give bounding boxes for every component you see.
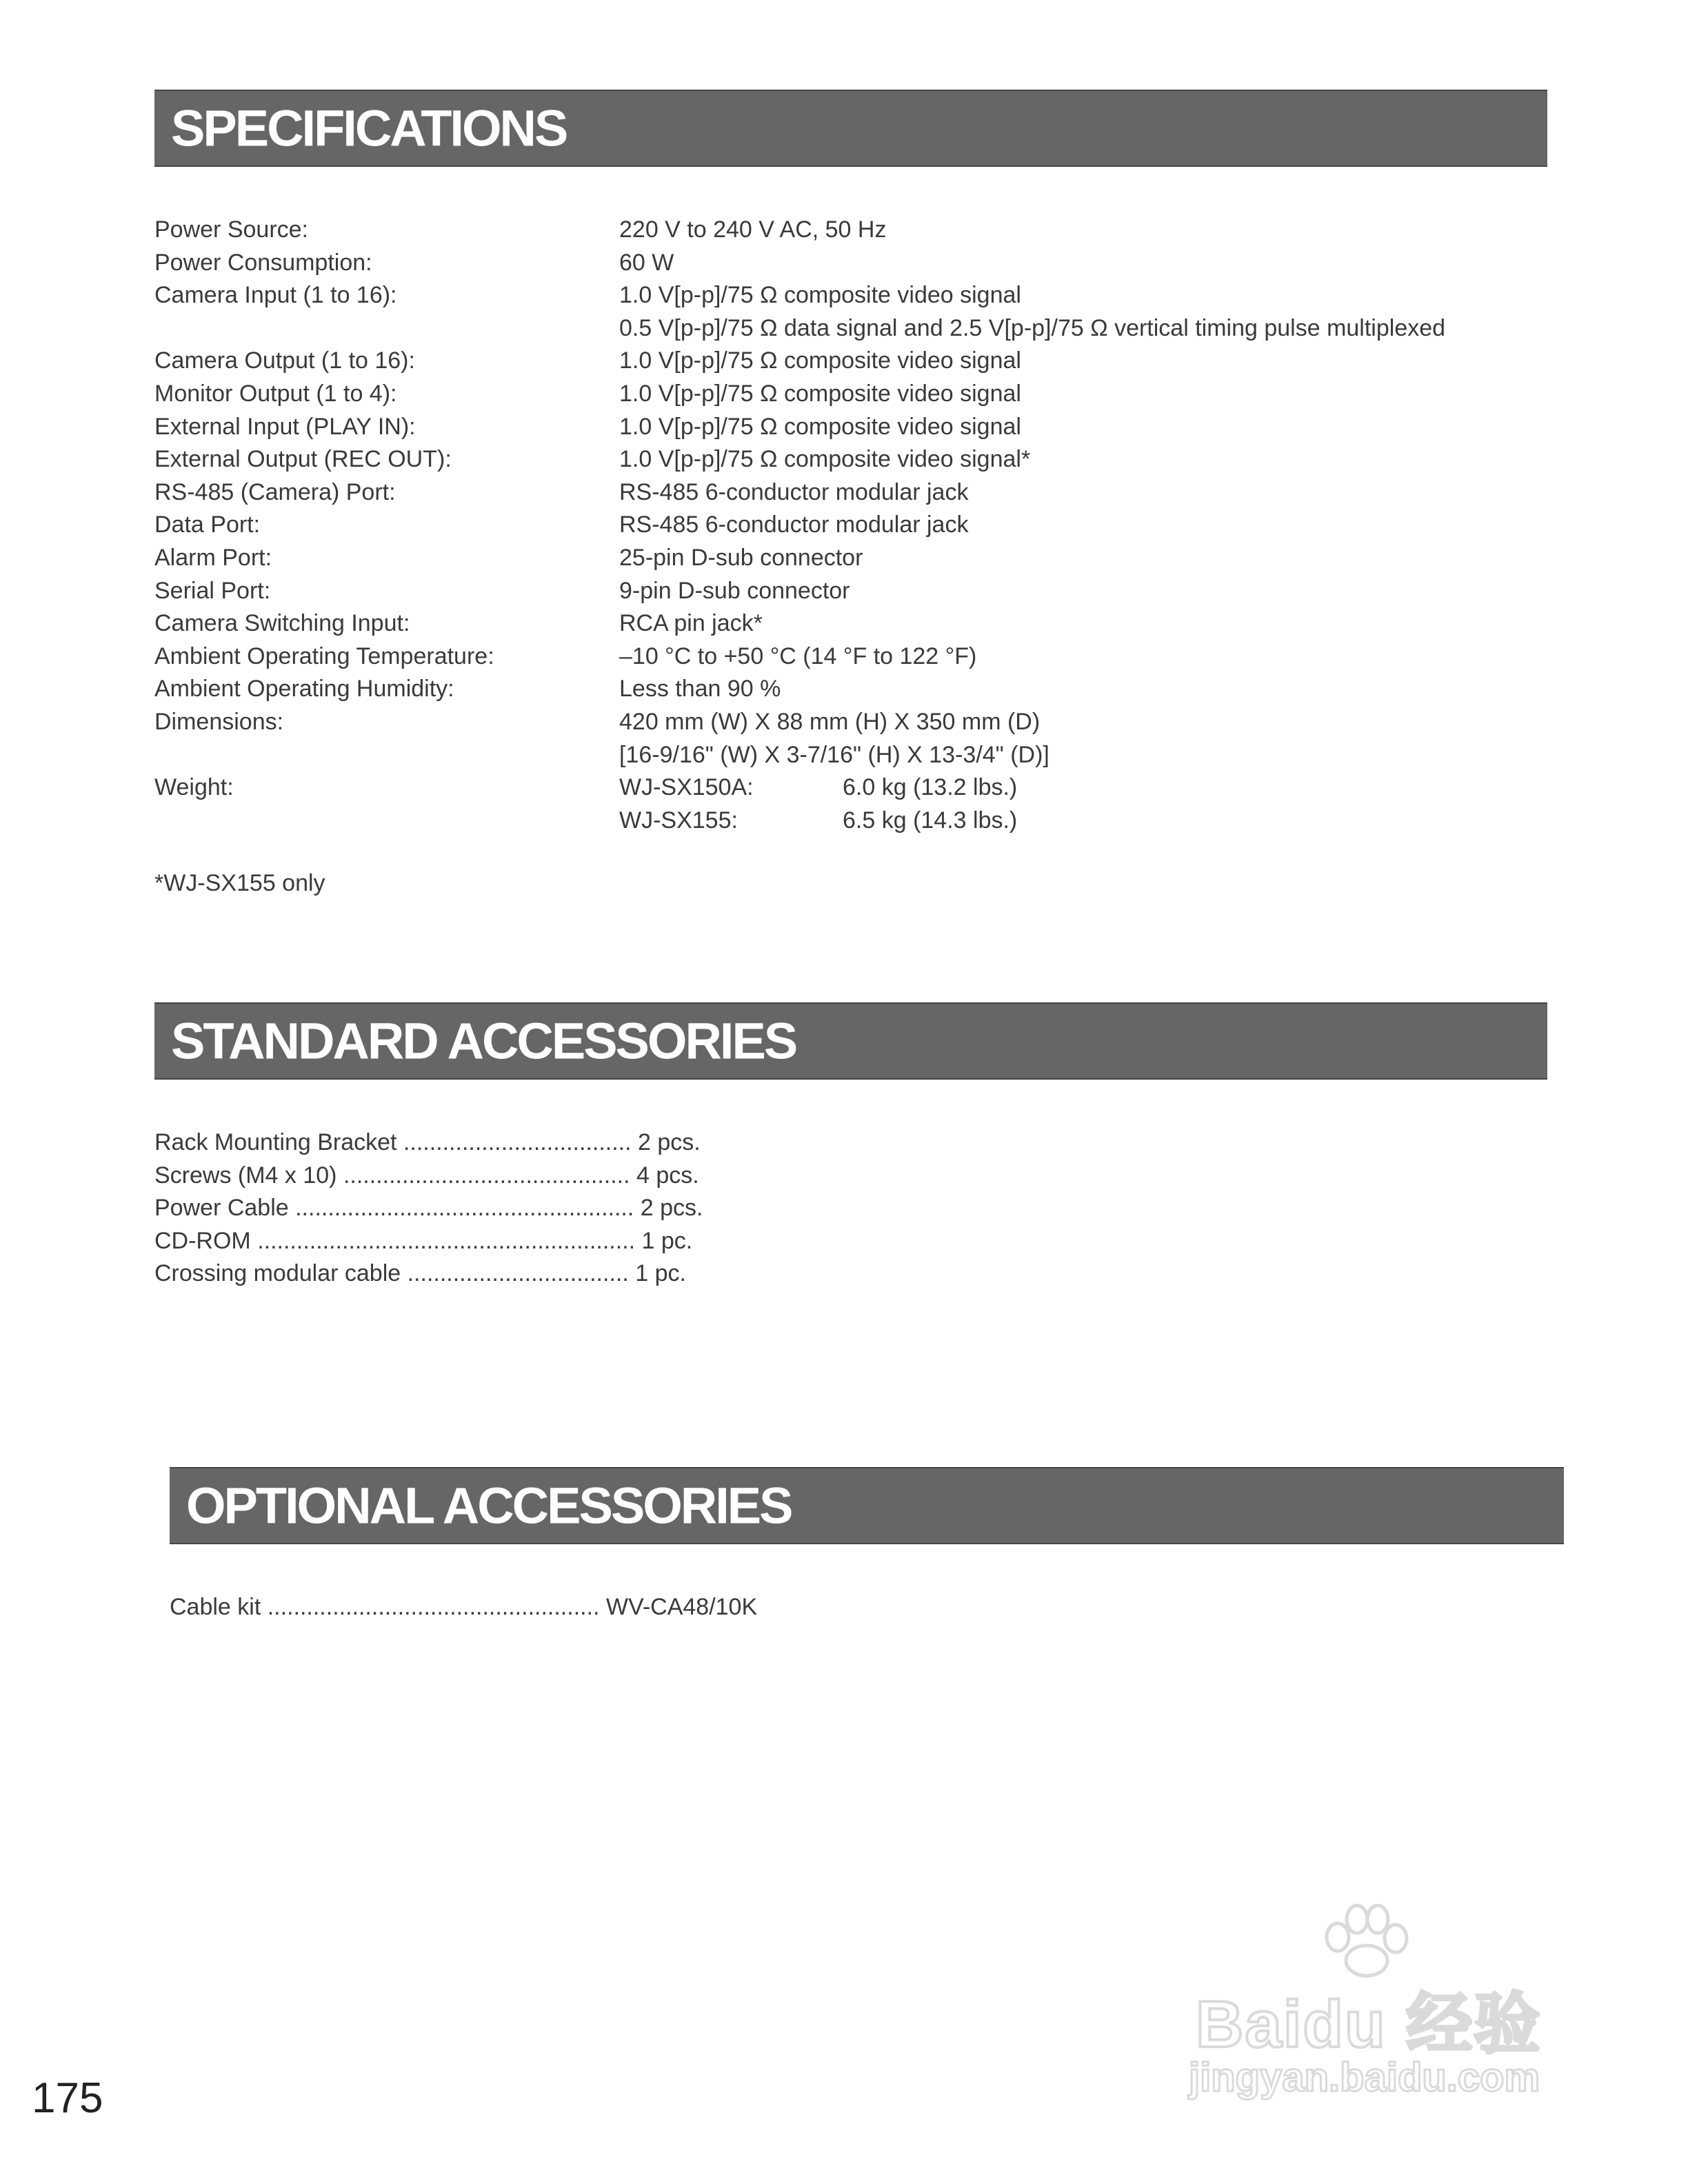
- spec-label: Camera Input (1 to 16):: [154, 282, 397, 309]
- watermark-main-text: Baidu 经验: [1196, 1988, 1542, 2061]
- standard-accessories-list: [154, 1126, 703, 1291]
- spec-label: Camera Output (1 to 16):: [154, 347, 415, 374]
- spec-row: [154, 279, 1561, 312]
- spec-label: Weight:: [154, 774, 234, 801]
- spec-row: [154, 411, 1561, 444]
- standard-accessory-item: Rack Mounting Bracket ................................... 2 pcs.: [154, 1129, 701, 1155]
- standard-accessories-header: [154, 1002, 1547, 1080]
- spec-row: [154, 476, 1561, 509]
- specifications-table: [154, 214, 1561, 837]
- spec-row-weight: [154, 771, 1561, 805]
- spec-row: [154, 542, 1561, 575]
- spec-value: 1.0 V[p-p]/75 Ω composite video signal: [619, 380, 1021, 407]
- spec-label: External Input (PLAY IN):: [154, 413, 416, 440]
- spec-label: Ambient Operating Humidity:: [154, 676, 454, 702]
- spec-row: [154, 247, 1561, 280]
- spec-value: 1.0 V[p-p]/75 Ω composite video signal: [619, 282, 1021, 309]
- spec-row: [154, 312, 1561, 345]
- spec-row: [154, 575, 1561, 608]
- weight-value: 6.5 kg (14.3 lbs.): [843, 807, 1018, 833]
- spec-row: [154, 607, 1561, 640]
- specifications-header: [154, 90, 1547, 167]
- spec-value: Less than 90 %: [619, 676, 781, 702]
- spec-label: Serial Port:: [154, 577, 271, 604]
- baidu-watermark: [1186, 1903, 1572, 2110]
- spec-label: Camera Switching Input:: [154, 610, 410, 637]
- spec-label: Ambient Operating Temperature:: [154, 643, 494, 669]
- spec-value: 1.0 V[p-p]/75 Ω composite video signal: [619, 347, 1021, 374]
- page-number: 175: [32, 2074, 103, 2122]
- watermark-url: jingyan.baidu.com: [1189, 2055, 1540, 2100]
- standard-accessory-item: Screws (M4 x 10) ............................................ 4 pcs.: [154, 1162, 699, 1189]
- spec-label: Power Consumption:: [154, 249, 372, 276]
- spec-label: External Output (REC OUT):: [154, 446, 452, 473]
- paw-icon: [1317, 1903, 1414, 1979]
- spec-label: Monitor Output (1 to 4):: [154, 380, 397, 407]
- spec-value: 1.0 V[p-p]/75 Ω composite video signal*: [619, 446, 1031, 473]
- standard-accessory-item: Power Cable .................................................... 2 pcs.: [154, 1195, 703, 1222]
- section-title: SPECIFICATIONS: [171, 99, 567, 157]
- optional-accessory-item: Cable kit ................................................... WV-CA48/10K: [170, 1594, 758, 1620]
- spec-value: 9-pin D-sub connector: [619, 577, 850, 604]
- spec-value: 420 mm (W) X 88 mm (H) X 350 mm (D): [619, 708, 1041, 735]
- spec-label: RS-485 (Camera) Port:: [154, 478, 396, 505]
- optional-accessories-list: [170, 1591, 757, 1624]
- standard-accessory-item: CD-ROM .......................................................... 1 pc.: [154, 1227, 693, 1254]
- standard-accessory-item: Crossing modular cable .................................. 1 pc.: [154, 1260, 686, 1287]
- spec-value: RS-485 6-conductor modular jack: [619, 478, 969, 505]
- spec-value: RCA pin jack*: [619, 610, 763, 637]
- spec-label: Dimensions:: [154, 708, 284, 735]
- spec-row: [154, 706, 1561, 739]
- section-title: OPTIONAL ACCESSORIES: [186, 1477, 792, 1535]
- spec-value: 220 V to 240 V AC, 50 Hz: [619, 216, 887, 243]
- spec-label: Data Port:: [154, 512, 261, 538]
- spec-row: [154, 378, 1561, 411]
- spec-value: 25-pin D-sub connector: [619, 544, 863, 571]
- spec-row: [154, 345, 1561, 378]
- spec-value: 60 W: [619, 249, 674, 276]
- spec-label: Power Source:: [154, 216, 308, 243]
- optional-accessories-header: [170, 1467, 1564, 1544]
- spec-row: [154, 640, 1561, 674]
- weight-model: WJ-SX155:: [619, 807, 738, 833]
- section-title: STANDARD ACCESSORIES: [171, 1012, 796, 1070]
- weight-value: 6.0 kg (13.2 lbs.): [843, 774, 1018, 801]
- spec-value: RS-485 6-conductor modular jack: [619, 512, 969, 538]
- spec-value: 1.0 V[p-p]/75 Ω composite video signal: [619, 413, 1021, 440]
- spec-value: [16-9/16" (W) X 3-7/16" (H) X 13-3/4" (D)]: [619, 741, 1049, 768]
- spec-row: [154, 214, 1561, 247]
- spec-row: [154, 739, 1561, 772]
- weight-model: WJ-SX150A:: [619, 774, 754, 801]
- spec-row: [154, 673, 1561, 706]
- footnote: *WJ-SX155 only: [154, 870, 325, 896]
- spec-row-weight: [154, 805, 1561, 838]
- spec-value: –10 °C to +50 °C (14 °F to 122 °F): [619, 643, 977, 669]
- spec-label: Alarm Port:: [154, 544, 272, 571]
- spec-value: 0.5 V[p-p]/75 Ω data signal and 2.5 V[p-p]/75 Ω vertical timing pulse multiplexed: [619, 314, 1446, 341]
- spec-row: [154, 443, 1561, 476]
- spec-row: [154, 509, 1561, 542]
